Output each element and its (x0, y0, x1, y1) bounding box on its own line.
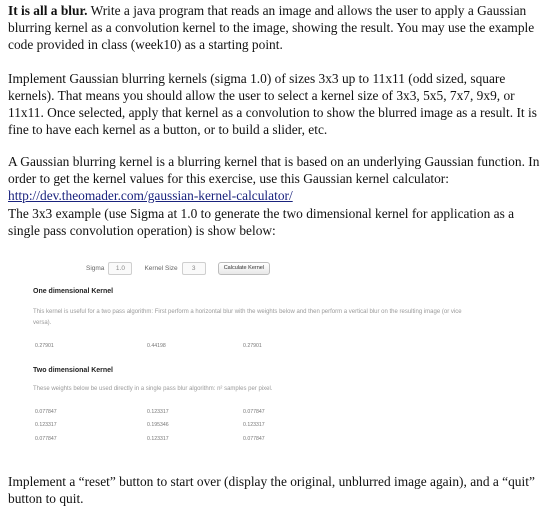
paragraph-intro (8, 2, 546, 53)
calculate-kernel-button[interactable]: Calculate Kernel (218, 262, 270, 275)
kernel-calculator-link[interactable]: http://dev.theomader.com/gaussian-kernel-calculator/ (8, 188, 293, 203)
two-dim-desc: These weights below be used directly in a single pass blur algorithm: n² samples per pixel. (33, 386, 273, 392)
two-dim-title: Two dimensional Kernel (33, 367, 113, 374)
paragraph-example: The 3x3 example (use Sigma at 1.0 to generate the two dimensional kernel for application as a single pass convolution operation) is show below: (8, 206, 515, 238)
two-dim-cell: 0.123317 (147, 436, 169, 442)
two-dim-cell: 0.077847 (35, 436, 57, 442)
one-dim-value: 0.27901 (243, 343, 262, 349)
two-dim-cell: 0.195346 (147, 422, 169, 428)
kernel-calculator-figure (30, 250, 535, 460)
kernel-size-input[interactable]: 3 (182, 262, 206, 275)
intro-title: It is all a blur. (8, 3, 88, 18)
two-dim-cell: 0.077847 (35, 409, 57, 415)
one-dim-value: 0.44198 (147, 343, 166, 349)
two-dim-cell: 0.077847 (243, 409, 265, 415)
two-dim-cell: 0.123317 (147, 409, 169, 415)
paragraph-reset-quit: Implement a “reset” button to start over (display the original, unblurred image again), and a “quit” button to quit. (8, 474, 535, 506)
paragraph-requirements: Implement Gaussian blurring kernels (sigma 1.0) of sizes 3x3 up to 11x11 (odd sized, square kernels). That means you should allow the user to select a kernel size of 3x3, 5x5, 7x7, 9x9, or 11x11. Once selected, apply that kernel as a convolution to show the blurred image as a result. It is fine to have each kernel as a button, or to build a slider, etc. (8, 71, 537, 137)
sigma-input[interactable]: 1.0 (108, 262, 132, 275)
two-dim-cell: 0.077847 (243, 436, 265, 442)
gaussian-text: A Gaussian blurring kernel is a blurring kernel that is based on an underlying Gaussian function. In order to get the kernel values for this exercise, use this Gaussian kernel calculator: (8, 154, 540, 186)
one-dim-title: One dimensional Kernel (33, 288, 114, 295)
one-dim-desc: This kernel is useful for a two pass algorithm: First perform a horizontal blur with the weights below and then perform a vertical blur on the resulting image (or vice versa). (33, 309, 462, 326)
intro-text: Write a java program that reads an image and allows the user to apply a Gaussian blurring kernel as a convolution kernel to the image, showing the result. You may use the example code provided in class (week10) as a starting point. (8, 3, 535, 52)
calculator-controls (86, 261, 270, 275)
two-dim-cell: 0.123317 (243, 422, 265, 428)
one-dim-value: 0.27901 (35, 343, 54, 349)
paragraph-gaussian (8, 153, 546, 204)
kernel-size-label: Kernel Size (144, 264, 178, 272)
sigma-label: Sigma (86, 264, 105, 272)
two-dim-cell: 0.123317 (35, 422, 57, 428)
